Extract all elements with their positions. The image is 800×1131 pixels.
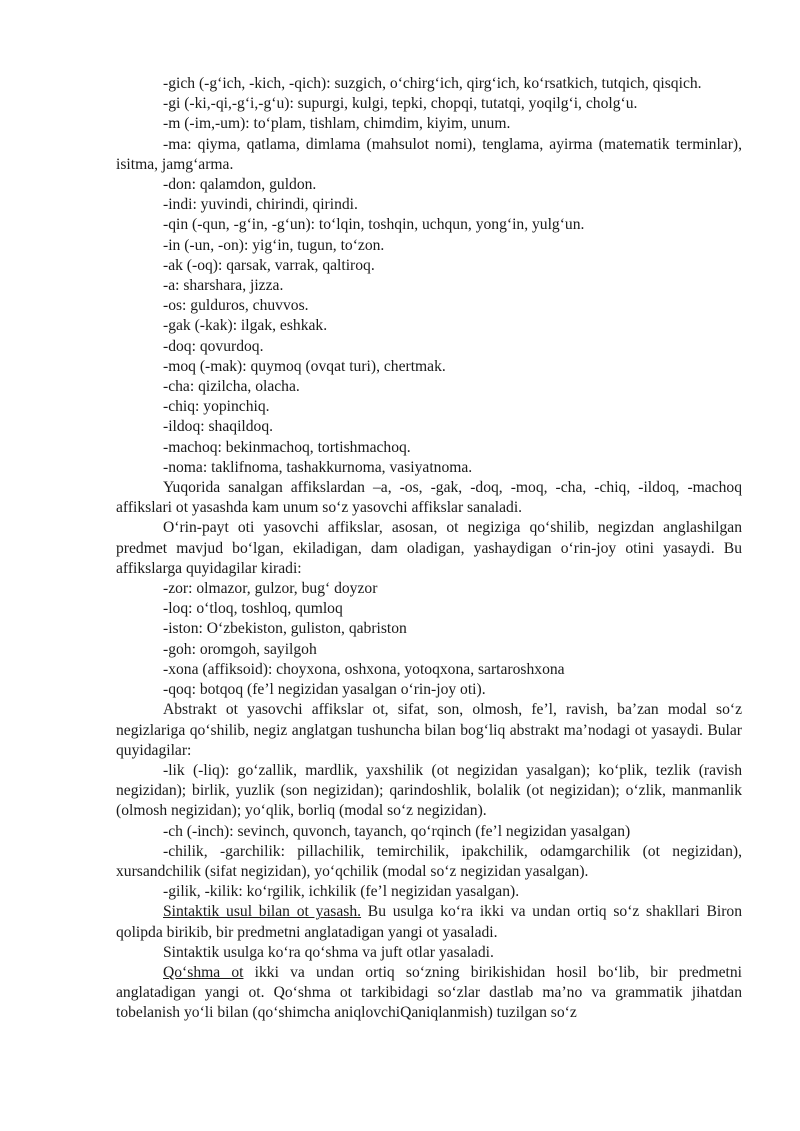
paragraph: -qoq: botqoq (fe’l negizidan yasalgan o‘rin-joy oti). bbox=[163, 681, 486, 699]
paragraph: -goh: oromgoh, sayilgoh bbox=[163, 640, 317, 658]
paragraph bbox=[116, 902, 742, 942]
paragraph: -loq: o‘tloq, toshloq, qumloq bbox=[163, 600, 343, 618]
paragraph: -in (-un, -on): yig‘in, tugun, to‘zon. bbox=[163, 236, 385, 254]
paragraph: -ma: qiyma, qatlama, dimlama (mahsulot nomi), tenglama, ayirma (matematik terminlar), isitma, jamg‘arma. bbox=[116, 135, 742, 173]
paragraph: -xona (affiksoid): choyxona, oshxona, yotoqxona, sartaroshxona bbox=[163, 660, 565, 678]
paragraph: -ildoq: shaqildoq. bbox=[163, 418, 274, 436]
paragraph: -iston: O‘zbekiston, guliston, qabriston bbox=[163, 620, 407, 638]
underlined-heading: Sintaktik usul bilan ot yasash. bbox=[163, 903, 362, 921]
paragraph-text: ikki va undan ortiq so‘zning birikishidan hosil bo‘lib, bir predmetni anglatadigan yangi ot. Qo‘shma ot tarkibidagi so‘zlar dastlab ma’no va grammatik jihatdan tobelanish yo‘li bilan (qo‘shimcha aniqlovchiQaniqlanmish) tuzilgan so‘z bbox=[116, 963, 742, 1022]
paragraph: -qin (-qun, -g‘in, -g‘un): to‘lqin, toshqin, uchqun, yong‘in, yulg‘un. bbox=[163, 216, 585, 234]
paragraph: O‘rin-payt oti yasovchi affikslar, asosan, ot negiziga qo‘shilib, negizdan anglashilgan predmet mavjud bo‘lgan, ekiladigan, dam oladigan, yashaydigan o‘rin-joy otini yasaydi. Bu affikslarga quyidagilar kiradi: bbox=[116, 519, 742, 577]
paragraph: -zor: olmazor, gulzor, bug‘ doyzor bbox=[163, 580, 378, 598]
paragraph: -ch (-inch): sevinch, quvonch, tayanch, qo‘rqinch (fe’l negizidan yasalgan) bbox=[163, 822, 631, 840]
paragraph: -cha: qizilcha, olacha. bbox=[163, 378, 300, 396]
paragraph: -lik (-liq): go‘zallik, mardlik, yaxshilik (ot negizidan yasalgan); ko‘plik, tezlik (ravish negizidan); birlik, yuzlik (son negizidan); qarindoshlik, bolalik (ot negizidan); o‘zlik, manmanlik (olmosh negizidan); yo‘qlik, borliq (modal so‘z negizidan). bbox=[116, 761, 742, 820]
paragraph-text: Bu usulga ko‘ra ikki va undan ortiq so‘z shakllari Biron qolipda birikib, bir predmetni anglatadigan yangi ot yasaladi. bbox=[116, 903, 743, 941]
paragraph: -os: gulduros, chuvvos. bbox=[163, 297, 309, 315]
paragraph: -gilik, -kilik: ko‘rgilik, ichkilik (fe’l negizidan yasalgan). bbox=[163, 883, 520, 901]
paragraph: -gi (-ki,-qi,-g‘i,-g‘u): supurgi, kulgi, tepki, chopqi, tutatqi, yoqilg‘i, cholg‘u. bbox=[163, 95, 638, 113]
paragraph: -ak (-oq): qarsak, varrak, qaltiroq. bbox=[163, 256, 375, 274]
paragraph: -indi: yuvindi, chirindi, qirindi. bbox=[163, 196, 358, 214]
underlined-term: Qo‘shma ot bbox=[163, 963, 244, 981]
paragraph: -moq (-mak): quymoq (ovqat turi), chertmak. bbox=[163, 357, 446, 375]
paragraph: Sintaktik usulga ko‘ra qo‘shma va juft otlar yasaladi. bbox=[163, 943, 494, 961]
paragraph: -gak (-kak): ilgak, eshkak. bbox=[163, 317, 328, 335]
paragraph: -m (-im,-um): to‘plam, tishlam, chimdim, kiyim, unum. bbox=[163, 115, 511, 133]
paragraph: -doq: qovurdoq. bbox=[163, 337, 264, 355]
document-page bbox=[116, 74, 742, 1024]
paragraph: -a: sharshara, jizza. bbox=[163, 277, 284, 295]
paragraph: -noma: taklifnoma, tashakkurnoma, vasiyatnoma. bbox=[163, 458, 473, 476]
paragraph: Yuqorida sanalgan affikslardan –a, -os, -gak, -doq, -moq, -cha, -chiq, -ildoq, -machoq affikslari ot yasashda kam unum so‘z yasovchi affikslar sanaladi. bbox=[116, 479, 742, 517]
paragraph: Abstrakt ot yasovchi affikslar ot, sifat, son, olmosh, fe’l, ravish, ba’zan modal so‘z negizlariga qo‘shilib, negiz anglatgan tushuncha bilan bog‘liq abstrakt ma’nodagi ot yasaydi. Bular quyidagilar: bbox=[116, 701, 742, 759]
paragraph: -chiq: yopinchiq. bbox=[163, 398, 270, 416]
paragraph: -machoq: bekinmachoq, tortishmachoq. bbox=[163, 438, 411, 456]
paragraph bbox=[116, 963, 742, 1024]
paragraph: -gich (-g‘ich, -kich, -qich): suzgich, o‘chirg‘ich, qirg‘ich, ko‘rsatkich, tutqich, qisqich. bbox=[163, 75, 702, 92]
paragraph: -don: qalamdon, guldon. bbox=[163, 176, 317, 194]
paragraph: -chilik, -garchilik: pillachilik, temirchilik, ipakchilik, odamgarchilik (ot negizidan), xursandchilik (sifat negizidan), yo‘qchilik (modal so‘z negizidan yasalgan). bbox=[116, 842, 742, 880]
